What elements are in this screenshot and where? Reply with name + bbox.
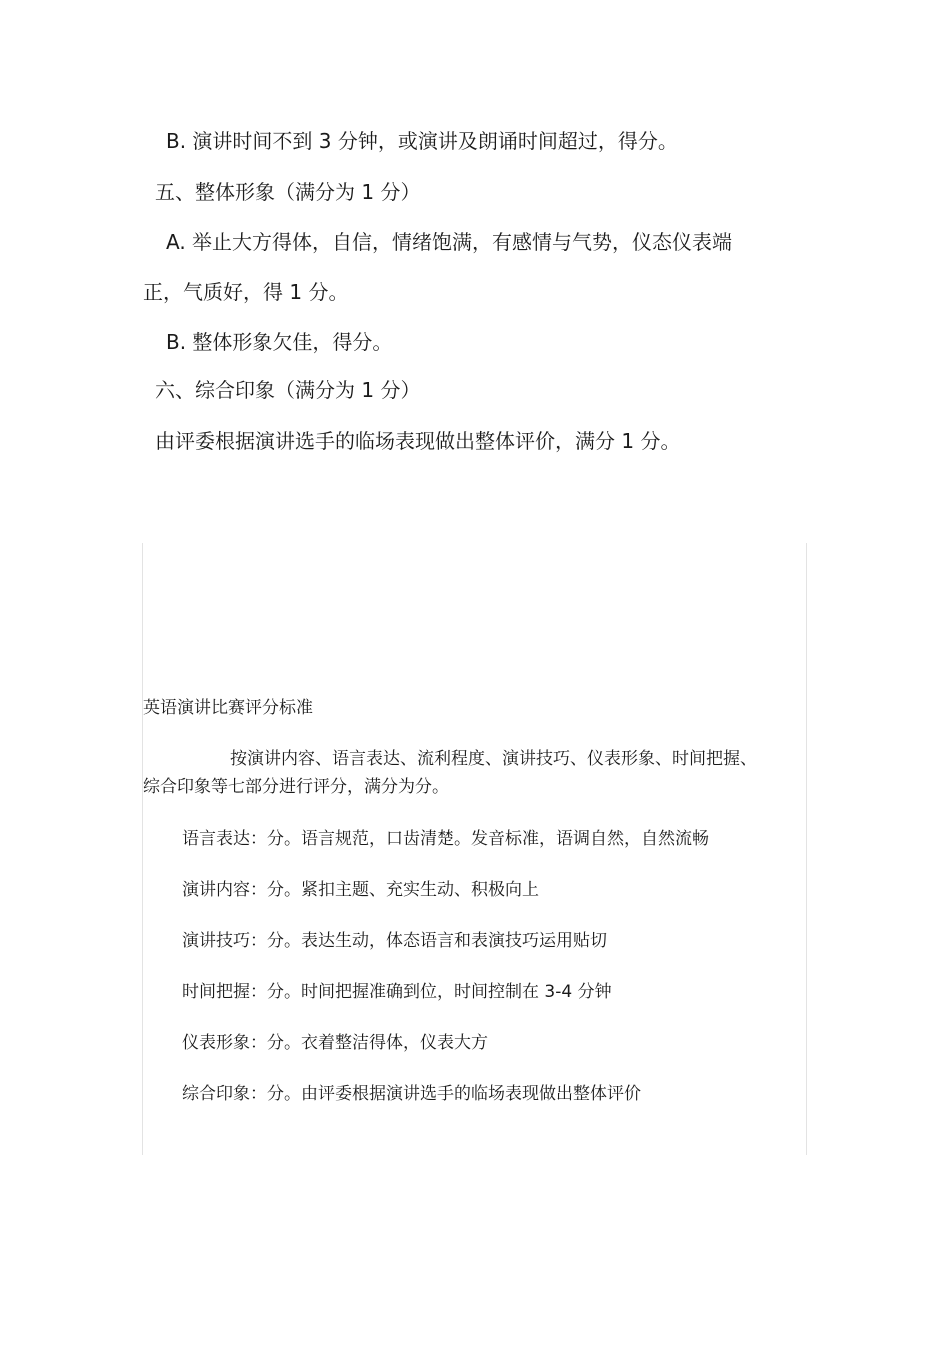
criterion-content: 演讲内容：分。紧扣主题、充实生动、积极向上 bbox=[182, 880, 539, 900]
section-overall-impression-title: 六、综合印象（满分为 1 分） bbox=[155, 378, 421, 402]
rule-a-image-line-1: A. 举止大方得体，自信，情绪饱满，有感情与气势，仪态仪表端 bbox=[166, 230, 733, 254]
right-margin-rule bbox=[806, 543, 807, 1155]
intro-line-2: 综合印象等七部分进行评分，满分为分。 bbox=[143, 777, 449, 797]
left-margin-rule bbox=[142, 543, 143, 1155]
intro-line-1: 按演讲内容、语言表达、流利程度、演讲技巧、仪表形象、时间把握、 bbox=[230, 749, 757, 769]
criterion-technique: 演讲技巧：分。表达生动，体态语言和表演技巧运用贴切 bbox=[182, 931, 607, 951]
rule-overall-impression: 由评委根据演讲选手的临场表现做出整体评价，满分 1 分。 bbox=[155, 429, 681, 453]
rule-a-image-line-2: 正，气质好，得 1 分。 bbox=[143, 280, 349, 304]
section-overall-image-title: 五、整体形象（满分为 1 分） bbox=[155, 180, 421, 204]
criterion-language: 语言表达：分。语言规范，口齿清楚。发音标准，语调自然，自然流畅 bbox=[182, 829, 709, 849]
rule-b-image: B. 整体形象欠佳，得分。 bbox=[166, 330, 393, 354]
document-title: 英语演讲比赛评分标准 bbox=[143, 698, 313, 718]
rule-b-speech-time: B. 演讲时间不到 3 分钟，或演讲及朗诵时间超过，得分。 bbox=[166, 129, 678, 153]
criterion-impression: 综合印象：分。由评委根据演讲选手的临场表现做出整体评价 bbox=[182, 1084, 641, 1104]
criterion-appearance: 仪表形象：分。衣着整洁得体，仪表大方 bbox=[182, 1033, 488, 1053]
criterion-time: 时间把握：分。时间把握准确到位，时间控制在 3-4 分钟 bbox=[182, 982, 612, 1002]
